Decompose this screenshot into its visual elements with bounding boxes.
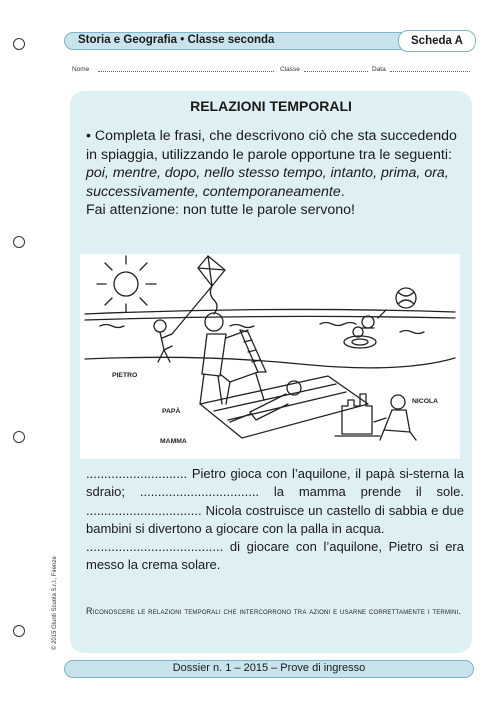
instructions: [86, 127, 466, 220]
nicola-figure: [374, 395, 416, 440]
exercise-paragraph-2: ...................................... di giocare con l’aquilone, Pietro si era messo la crema solare.: [86, 539, 464, 573]
label-pietro: PIETRO: [112, 372, 138, 379]
name-label: Nome: [72, 66, 90, 73]
date-label: Data: [372, 66, 386, 73]
worksheet-title: RELAZIONI TEMPORALI: [190, 98, 352, 114]
learning-objective: [86, 605, 466, 618]
binder-hole: [13, 236, 25, 248]
instructions-note: Fai attenzione: non tutte le parole servono!: [86, 202, 355, 218]
mom-figure: [230, 381, 301, 422]
swimmer-figure: [362, 310, 386, 328]
deckchair-icon: [220, 330, 266, 404]
instructions-lead: • Completa le frasi, che descrivono ciò che sta succedendo in spiaggia, utilizzando le parole opportune tra le seguenti:: [86, 128, 457, 163]
label-mamma: MAMMA: [160, 438, 187, 445]
sandcastle-icon: [335, 394, 380, 436]
float-ring-icon: [344, 327, 376, 348]
kite-icon: [172, 256, 225, 334]
sun-icon: [97, 256, 156, 312]
date-field[interactable]: [390, 71, 470, 72]
sheet-tab: Scheda A: [398, 30, 476, 52]
beach-illustration: [80, 254, 460, 459]
instructions-end: .: [340, 183, 345, 200]
footer-text: Dossier n. 1 – 2015 – Prove di ingresso: [172, 662, 366, 674]
label-nicola: NICOLA: [412, 398, 439, 405]
binder-hole: [13, 431, 25, 443]
class-field[interactable]: [304, 71, 368, 72]
learning-objective-text: Riconoscere le relazioni temporali che intercorrono tra azioni e usarne correttamente i termini.: [86, 606, 462, 616]
beach-scene-drawing: [80, 254, 460, 459]
class-label: Classe: [280, 66, 300, 73]
copyright-notice: © 2015 Giunti Scuola S.r.l., Firenze: [52, 556, 58, 650]
towel-icon: [200, 376, 368, 438]
pietro-figure: [154, 320, 172, 362]
exercise-text: [86, 465, 464, 575]
binder-hole: [13, 625, 25, 637]
binder-hole: [13, 38, 25, 50]
name-field[interactable]: [98, 71, 274, 72]
ball-icon: [396, 288, 416, 308]
label-papa: PAPÀ: [162, 408, 181, 415]
header-title: Storia e Geografia • Classe seconda: [78, 34, 275, 46]
exercise-paragraph-1: ............................ Pietro gioca con l’aquilone, il papà si-sterna la sdraio; ................................. la mamma prende il sole. ................................ Nicola costruisce un castello di sabbia e due bambini si divertono a giocare con la palla in acqua.: [86, 466, 464, 536]
word-list: poi, mentre, dopo, nello stesso tempo, intanto, prima, ora, successivamente, contemporaneamente: [86, 165, 449, 200]
